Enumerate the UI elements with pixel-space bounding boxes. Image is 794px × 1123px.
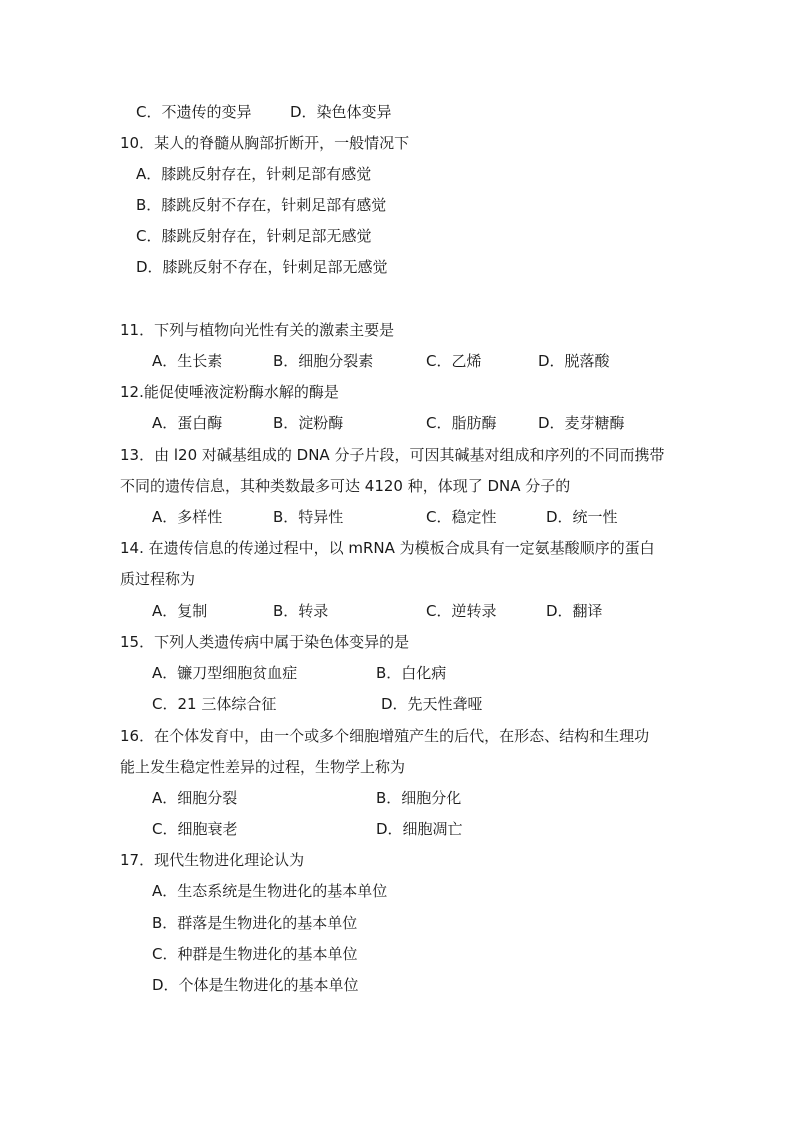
q13-option-a: A．多样性: [152, 508, 223, 526]
q10-option-b: B．膝跳反射不存在，针刺足部有感觉: [136, 196, 387, 214]
q11-stem: 11．下列与植物向光性有关的激素主要是: [120, 321, 395, 339]
q15-option-c: C．21 三体综合征: [152, 695, 277, 713]
q12-option-d: D．麦芽糖酶: [538, 414, 625, 432]
q14-option-d: D．翻译: [546, 602, 603, 620]
q14-option-b: B．转录: [273, 602, 329, 620]
q16-option-c: C．细胞衰老: [152, 820, 238, 838]
q17-option-d: D．个体是生物进化的基本单位: [152, 976, 359, 994]
q12-option-c: C．脂肪酶: [426, 414, 497, 432]
q16-option-b: B．细胞分化: [376, 789, 462, 807]
q13-option-b: B．特异性: [273, 508, 344, 526]
q15-option-a: A．镰刀型细胞贫血症: [152, 664, 298, 682]
q9-option-d: D．染色体变异: [290, 103, 392, 121]
q10-stem: 10．某人的脊髓从胸部折断开，一般情况下: [120, 134, 410, 152]
q15-option-b: B．白化病: [376, 664, 447, 682]
q16-option-a: A．细胞分裂: [152, 789, 238, 807]
q15-option-d: D．先天性聋哑: [381, 695, 483, 713]
q13-stem-line2: 不同的遗传信息，其种类数最多可达 4120 种，体现了 DNA 分子的: [120, 477, 571, 495]
q10-option-c: C．膝跳反射存在，针刺足部无感觉: [136, 227, 372, 245]
q11-option-c: C．乙烯: [426, 352, 482, 370]
q10-option-a: A．膝跳反射存在，针刺足部有感觉: [136, 165, 372, 183]
q17-stem: 17．现代生物进化理论认为: [120, 851, 305, 869]
q13-option-c: C．稳定性: [426, 508, 497, 526]
q17-option-b: B．群落是生物进化的基本单位: [152, 914, 358, 932]
q12-option-b: B．淀粉酶: [273, 414, 344, 432]
q11-option-b: B．细胞分裂素: [273, 352, 374, 370]
q14-option-a: A．复制: [152, 602, 208, 620]
q13-option-d: D．统一性: [546, 508, 618, 526]
q14-option-c: C．逆转录: [426, 602, 497, 620]
q12-option-a: A．蛋白酶: [152, 414, 223, 432]
q17-option-c: C．种群是生物进化的基本单位: [152, 945, 358, 963]
q12-stem: 12.能促使唾液淀粉酶水解的酶是: [120, 383, 339, 401]
q14-stem-line1: 14. 在遗传信息的传递过程中，以 mRNA 为模板合成具有一定氨基酸顺序的蛋白: [120, 539, 655, 557]
q16-option-d: D．细胞凋亡: [376, 820, 463, 838]
q13-stem-line1: 13．由 l20 对碱基组成的 DNA 分子片段，可因其碱基对组成和序列的不同而携带: [120, 446, 665, 464]
q11-option-a: A．生长素: [152, 352, 223, 370]
q9-option-c: C．不遗传的变异: [136, 103, 252, 121]
q11-option-d: D．脱落酸: [538, 352, 610, 370]
q17-option-a: A．生态系统是生物进化的基本单位: [152, 882, 388, 900]
q15-stem: 15．下列人类遗传病中属于染色体变异的是: [120, 633, 410, 651]
q16-stem-line2: 能上发生稳定性差异的过程，生物学上称为: [120, 758, 406, 776]
q16-stem-line1: 16．在个体发育中，由一个或多个细胞增殖产生的后代，在形态、结构和生理功: [120, 727, 650, 745]
q10-option-d: D．膝跳反射不存在，针刺足部无感觉: [136, 258, 388, 276]
q14-stem-line2: 质过程称为: [120, 570, 196, 588]
